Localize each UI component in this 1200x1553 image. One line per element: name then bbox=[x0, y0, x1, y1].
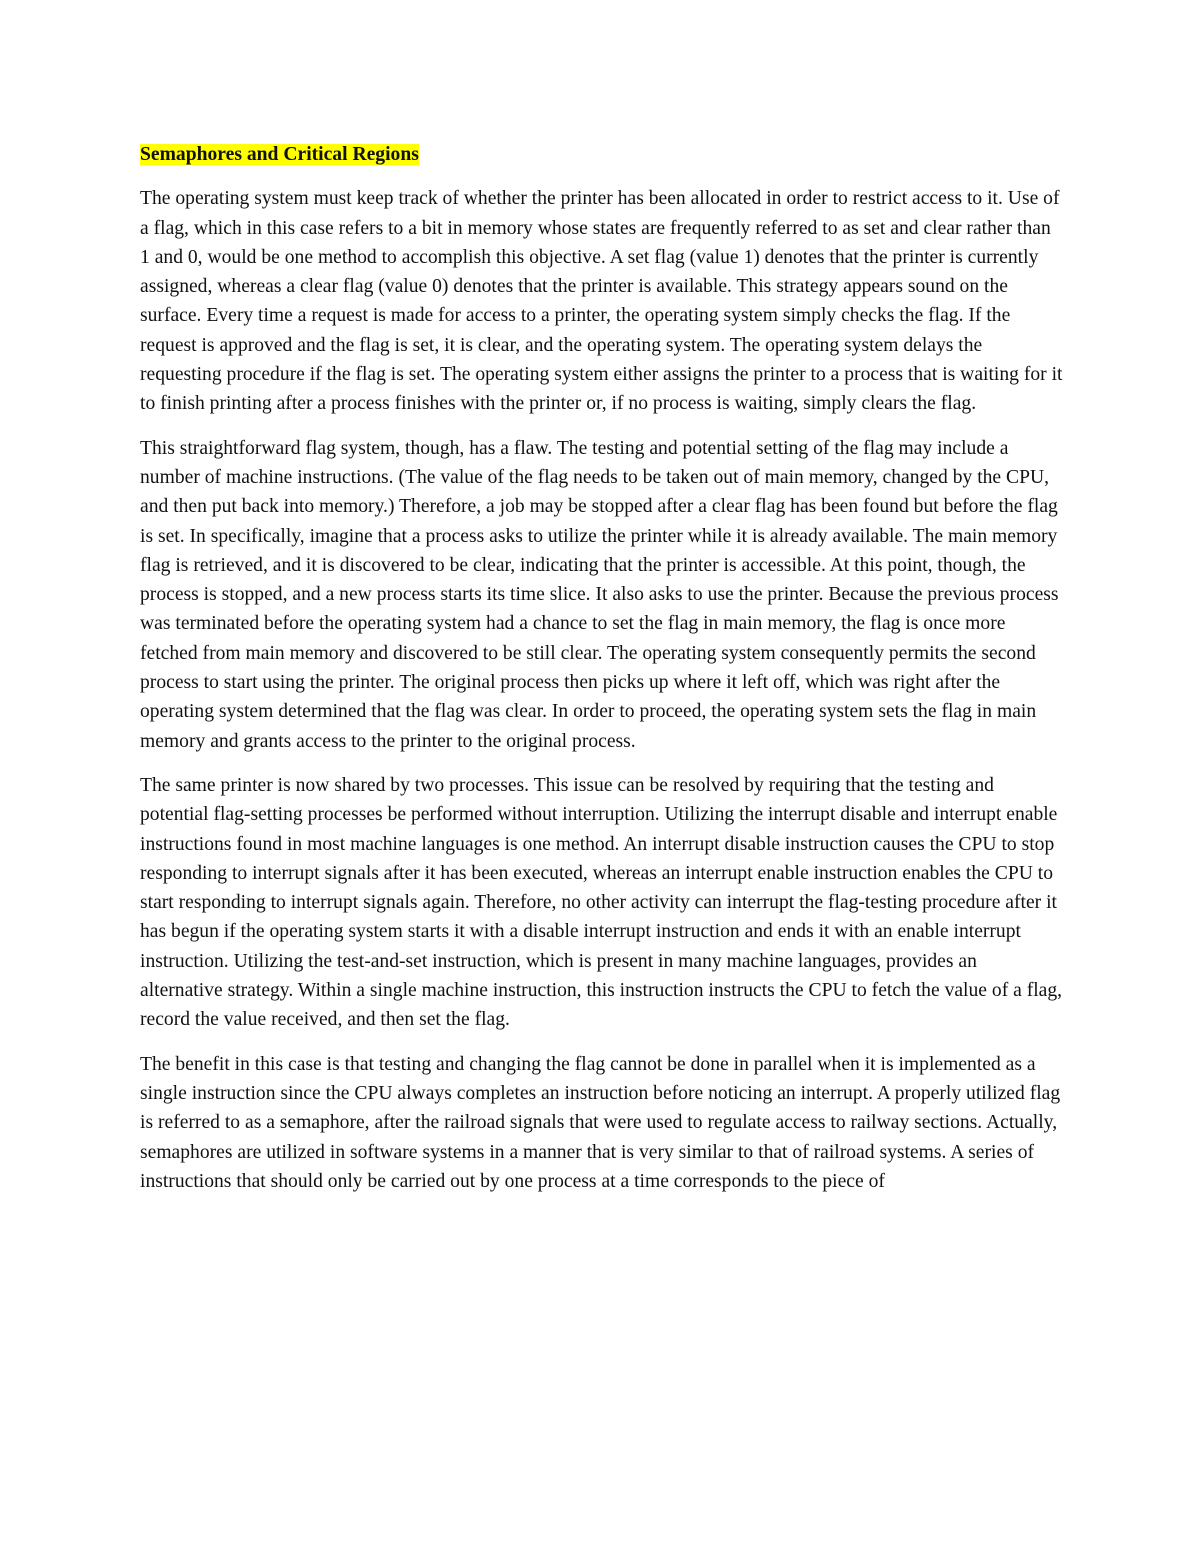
highlighted-heading-text: Semaphores and Critical Regions bbox=[140, 144, 419, 165]
section-heading bbox=[140, 140, 1064, 169]
paragraph-1: The operating system must keep track of whether the printer has been allocated in order to restrict access to it. Use of a flag, which in this case refers to a bit in memory whose states are frequently referred to as set and clear rather than 1 and 0, would be one method to accomplish this objective. A set flag (value 1) denotes that the printer is currently assigned, whereas a clear flag (value 0) denotes that the printer is available. This strategy appears sound on the surface. Every time a request is made for access to a printer, the operating system simply checks the flag. If the request is approved and the flag is set, it is clear, and the operating system. The operating system delays the requesting procedure if the flag is set. The operating system either assigns the printer to a process that is waiting for it to finish printing after a process finishes with the printer or, if no process is waiting, simply clears the flag. bbox=[140, 188, 1063, 415]
paragraph-2: This straightforward flag system, though, has a flaw. The testing and potential setting of the flag may include a number of machine instructions. (The value of the flag needs to be taken out of main memory, changed by the CPU, and then put back into memory.) Therefore, a job may be stopped after a clear flag has been found but before the flag is set. In specifically, imagine that a process asks to utilize the printer while it is already available. The main memory flag is retrieved, and it is discovered to be clear, indicating that the printer is accessible. At this point, though, the process is stopped, and a new process starts its time slice. It also asks to use the printer. Because the previous process was terminated before the operating system had a chance to set the flag in main memory, the flag is once more fetched from main memory and discovered to be still clear. The operating system consequently permits the second process to start using the printer. The original process then picks up where it left off, which was right after the operating system determined that the flag was clear. In order to proceed, the operating system sets the flag in main memory and grants access to the printer to the original process. bbox=[140, 437, 1059, 752]
paragraph-3: The same printer is now shared by two processes. This issue can be resolved by requiring that the testing and potential flag-setting processes be performed without interruption. Utilizing the interrupt disable and interrupt enable instructions found in most machine languages is one method. An interrupt disable instruction causes the CPU to stop responding to interrupt signals after it has been executed, whereas an interrupt enable instruction enables the CPU to start responding to interrupt signals again. Therefore, no other activity can interrupt the flag-testing procedure after it has begun if the operating system starts it with a disable interrupt instruction and ends it with an enable interrupt instruction. Utilizing the test-and-set instruction, which is present in many machine languages, provides an alternative strategy. Within a single machine instruction, this instruction instructs the CPU to fetch the value of a flag, record the value received, and then set the flag. bbox=[140, 774, 1063, 1031]
paragraph-4: The benefit in this case is that testing and changing the flag cannot be done in parallel when it is implemented as a single instruction since the CPU always completes an instruction before noticing an interrupt. A properly utilized flag is referred to as a semaphore, after the railroad signals that were used to regulate access to railway sections. Actually, semaphores are utilized in software systems in a manner that is very similar to that of railroad systems. A series of instructions that should only be carried out by one process at a time corresponds to the piece of bbox=[140, 1053, 1061, 1192]
document-body bbox=[140, 140, 1064, 1211]
